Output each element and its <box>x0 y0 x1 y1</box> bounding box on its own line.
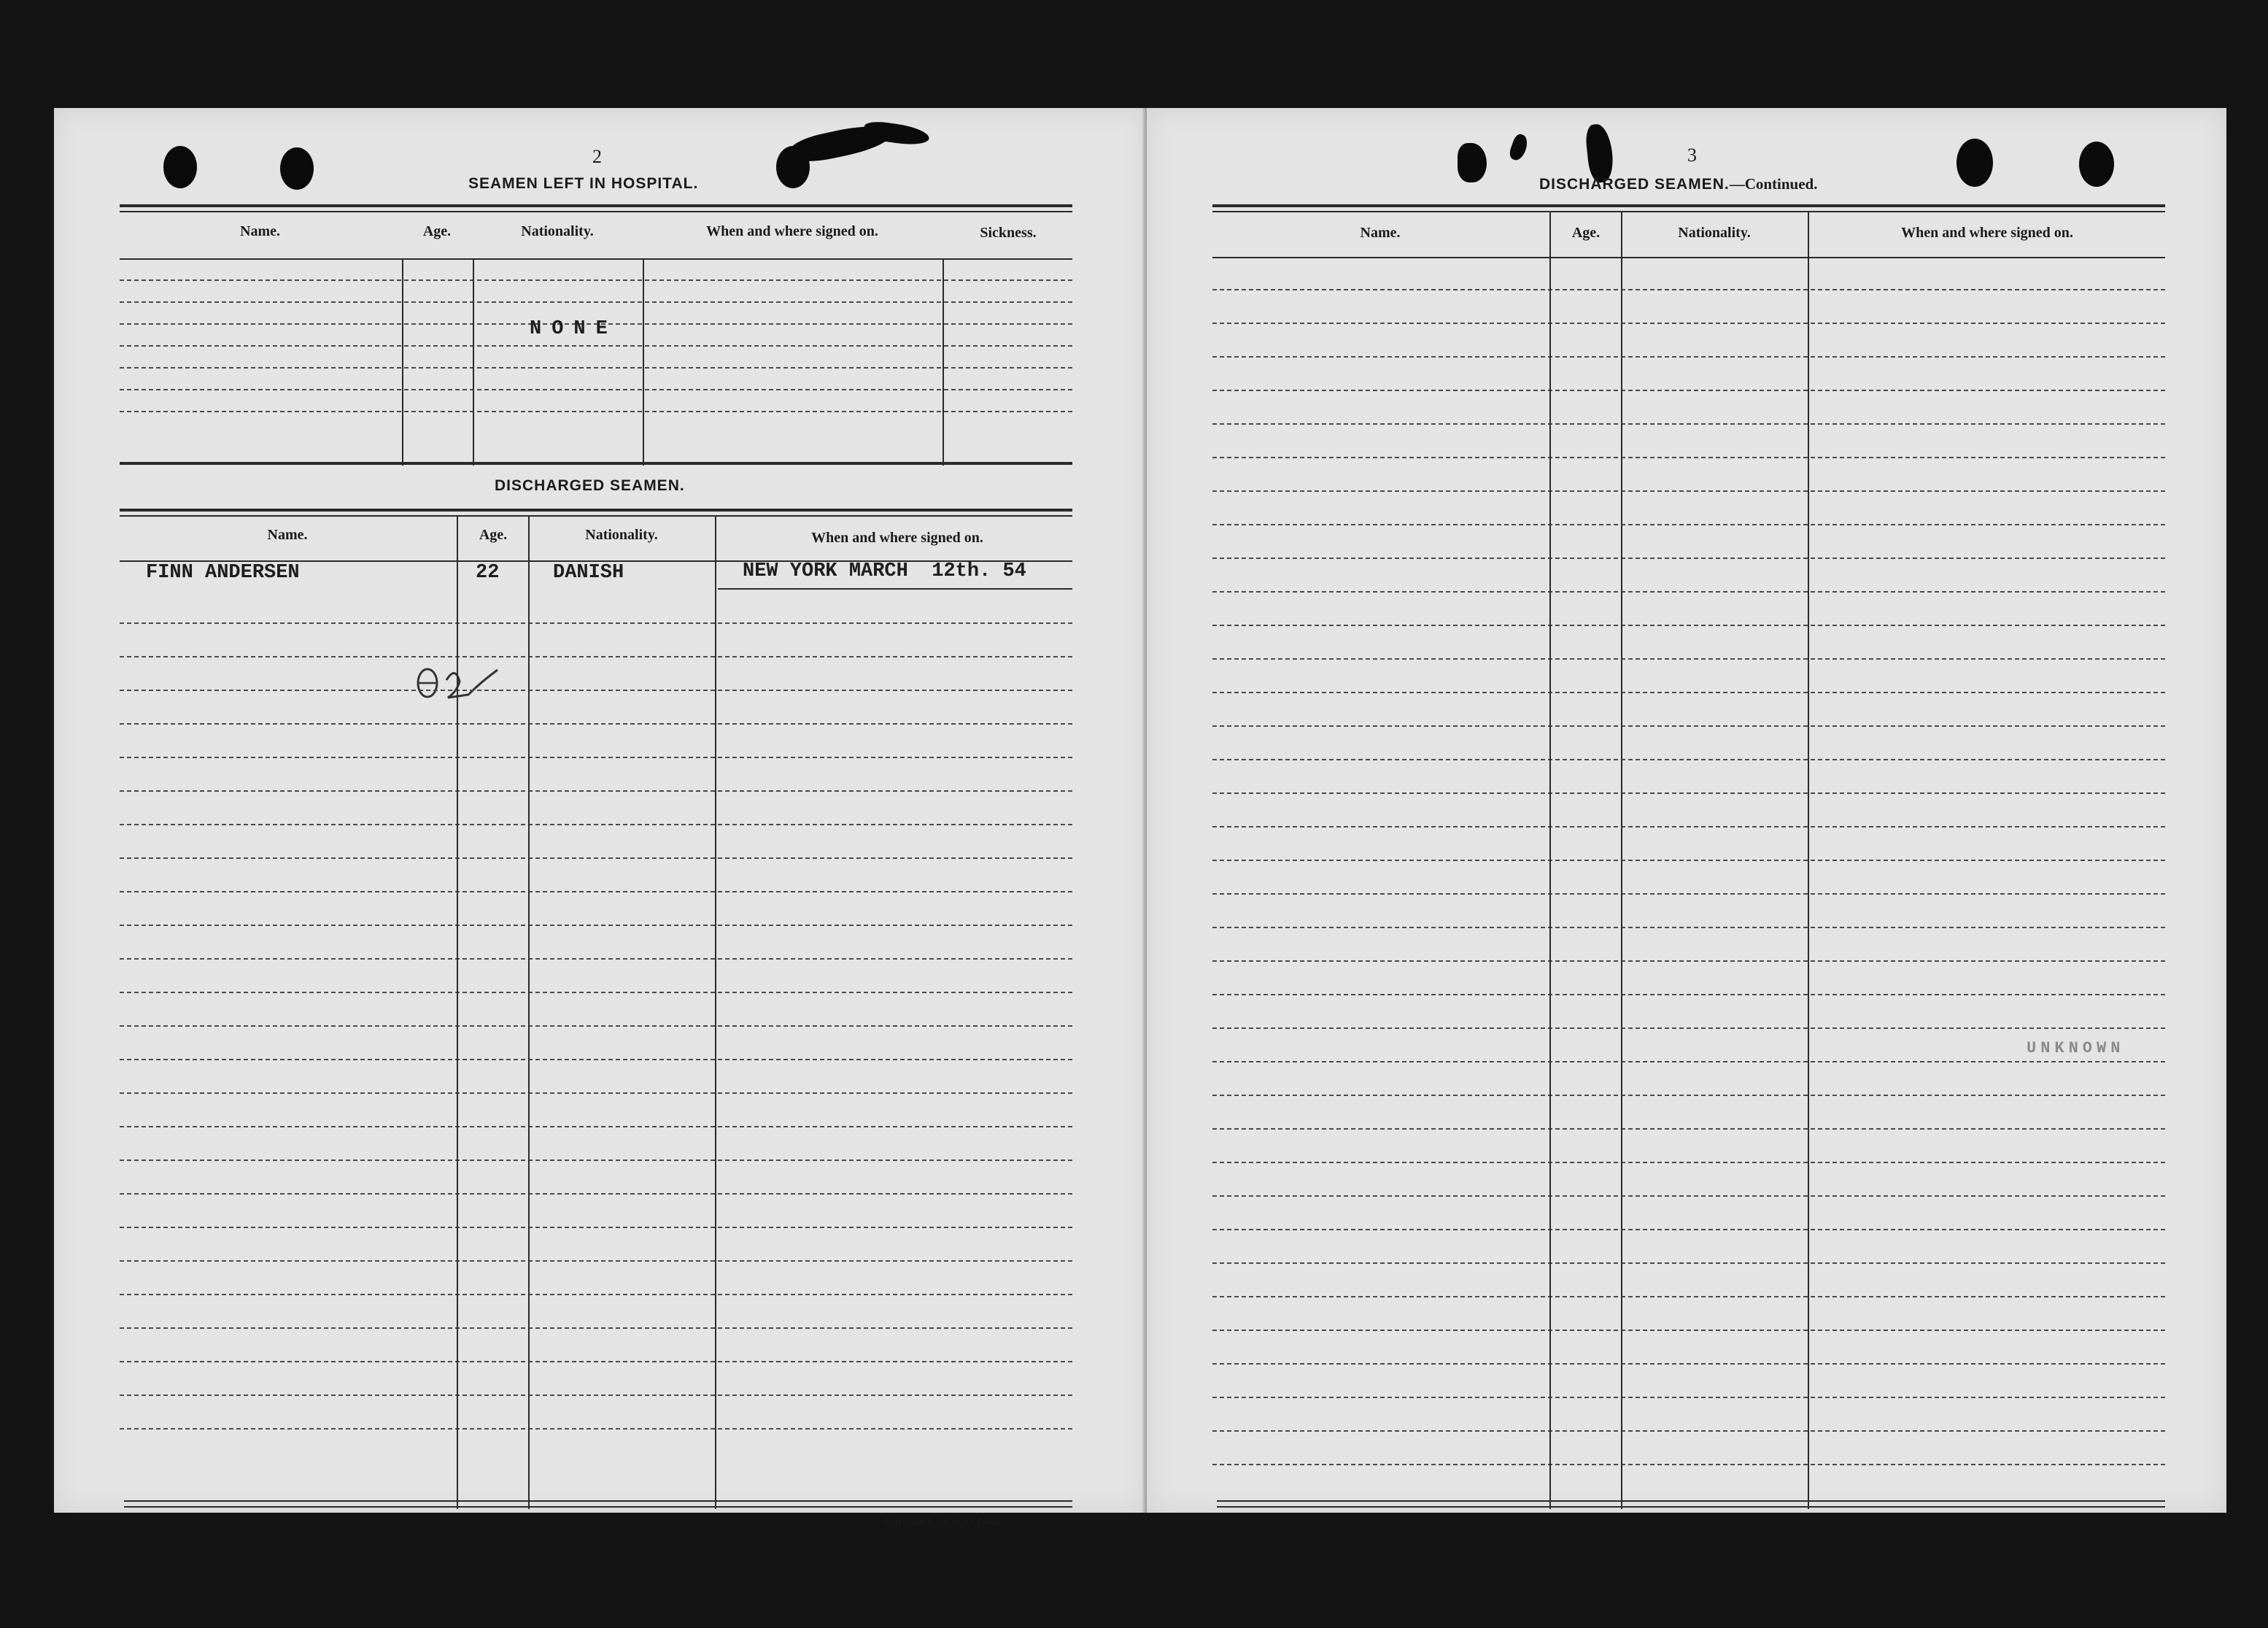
col-age: Age. <box>422 223 452 239</box>
row-line <box>120 389 1072 390</box>
row-line <box>1212 1061 2165 1062</box>
row-line <box>1212 1397 2165 1398</box>
row-line <box>1212 1229 2165 1230</box>
col-divider <box>1549 211 1551 1509</box>
row-line <box>1212 558 2165 559</box>
col-name: Name. <box>1360 225 1401 241</box>
table-rule <box>120 211 1072 212</box>
row-line <box>120 1428 1072 1430</box>
row-line <box>120 925 1072 926</box>
row-line <box>1212 591 2165 593</box>
page-number: 2 <box>592 146 602 167</box>
discharged-section-title: DISCHARGED SEAMEN. <box>495 477 685 494</box>
col-name: Name. <box>267 527 308 543</box>
row-line <box>1212 1027 2165 1029</box>
col-divider <box>402 258 403 466</box>
col-nationality: Nationality. <box>1678 225 1751 241</box>
row-line <box>1212 1296 2165 1297</box>
punch-hole <box>163 146 197 188</box>
col-nationality: Nationality. <box>521 223 594 239</box>
punch-hole <box>2079 142 2114 187</box>
row-line <box>1212 759 2165 760</box>
table-rule <box>718 588 1072 590</box>
right-page <box>1147 108 2226 1513</box>
row-line <box>120 1227 1072 1228</box>
page-number: 3 <box>1687 144 1697 166</box>
row-line <box>1212 960 2165 962</box>
hospital-entry-none: NONE <box>530 318 618 340</box>
col-divider <box>1808 211 1809 1509</box>
table-rule <box>120 204 1072 207</box>
table-rule <box>124 1500 1072 1502</box>
table-rule <box>1212 211 2165 212</box>
table-rule <box>1217 1500 2165 1502</box>
row-line <box>1212 490 2165 492</box>
row-line <box>1212 1162 2165 1163</box>
row-line <box>1212 1095 2165 1096</box>
row-line <box>1212 826 2165 827</box>
row-line <box>1212 1363 2165 1365</box>
col-signed-on: When and where signed on. <box>1901 225 2073 241</box>
row-line <box>120 411 1072 412</box>
row-line <box>1212 423 2165 425</box>
row-line <box>120 1059 1072 1060</box>
col-divider <box>643 258 644 466</box>
row-line <box>120 690 1072 691</box>
row-line <box>1212 289 2165 290</box>
title-continued: —Continued. <box>1729 175 1818 193</box>
row-line <box>1212 893 2165 895</box>
continued-note: CONTINUED ON NEXT PAGE. <box>883 1518 1004 1527</box>
table-rule <box>120 509 1072 512</box>
row-line <box>120 757 1072 758</box>
seaman-signed-on: NEW YORK MARCH 12th. 54 <box>743 560 1026 582</box>
hospital-section-title: SEAMEN LEFT IN HOSPITAL. <box>468 175 699 192</box>
table-rule <box>1212 204 2165 207</box>
continued-section-title <box>1539 175 1817 193</box>
table-rule <box>124 1506 1072 1508</box>
row-line <box>120 367 1072 369</box>
col-age: Age. <box>479 527 508 543</box>
row-line <box>120 1126 1072 1127</box>
row-line <box>1212 1464 2165 1465</box>
row-line <box>1212 1128 2165 1130</box>
table-rule <box>1217 1506 2165 1508</box>
row-line <box>1212 692 2165 693</box>
col-signed-on: When and where signed on. <box>706 223 878 239</box>
row-line <box>120 279 1072 281</box>
row-line <box>1212 524 2165 525</box>
col-divider <box>715 515 716 1509</box>
col-divider <box>528 515 530 1509</box>
row-line <box>1212 792 2165 794</box>
row-line <box>120 1394 1072 1396</box>
row-line <box>120 723 1072 725</box>
row-line <box>120 1092 1072 1094</box>
ink-blot <box>1507 133 1530 163</box>
row-line <box>120 1193 1072 1195</box>
row-line <box>120 1361 1072 1362</box>
row-line <box>1212 1330 2165 1331</box>
row-line <box>120 891 1072 892</box>
col-name: Name. <box>240 223 280 239</box>
row-line <box>1212 927 2165 928</box>
row-line <box>1212 658 2165 660</box>
row-line <box>120 1160 1072 1161</box>
row-line <box>1212 323 2165 324</box>
row-line <box>120 301 1072 303</box>
faint-stamp: UNKNOWN <box>2027 1039 2125 1057</box>
punch-hole <box>1458 143 1487 182</box>
col-age: Age. <box>1571 225 1601 241</box>
row-line <box>120 1294 1072 1295</box>
row-line <box>1212 725 2165 727</box>
row-line <box>120 857 1072 859</box>
row-line <box>1212 1262 2165 1264</box>
row-line <box>120 345 1072 347</box>
table-rule <box>120 462 1072 465</box>
row-line <box>120 1025 1072 1027</box>
row-line <box>1212 356 2165 358</box>
row-line <box>120 958 1072 960</box>
col-sickness: Sickness. <box>980 225 1037 241</box>
seaman-name: FINN ANDERSEN <box>146 562 300 584</box>
row-line <box>1212 1195 2165 1197</box>
row-line <box>1212 625 2165 626</box>
row-line <box>1212 390 2165 391</box>
handwritten-initials <box>411 661 514 705</box>
row-line <box>120 992 1072 993</box>
table-rule <box>1212 257 2165 258</box>
row-line <box>1212 457 2165 458</box>
row-line <box>1212 994 2165 995</box>
table-rule <box>120 258 1072 260</box>
row-line <box>120 656 1072 657</box>
row-line <box>1212 1430 2165 1432</box>
col-signed-on: When and where signed on. <box>811 530 983 546</box>
col-divider <box>473 258 474 466</box>
col-divider <box>1621 211 1622 1509</box>
title-main: DISCHARGED SEAMEN. <box>1539 176 1730 193</box>
table-rule <box>120 515 1072 517</box>
row-line <box>120 790 1072 792</box>
row-line <box>1212 860 2165 861</box>
col-nationality: Nationality. <box>585 527 658 543</box>
seaman-age: 22 <box>476 562 500 584</box>
row-line <box>120 1260 1072 1262</box>
punch-hole <box>1957 139 1993 187</box>
row-line <box>120 1327 1072 1329</box>
col-divider <box>943 258 944 466</box>
left-page <box>54 108 1147 1527</box>
punch-hole <box>280 147 314 190</box>
row-line <box>120 824 1072 825</box>
seaman-nationality: DANISH <box>553 562 624 584</box>
row-line <box>120 622 1072 624</box>
col-divider <box>457 515 458 1509</box>
